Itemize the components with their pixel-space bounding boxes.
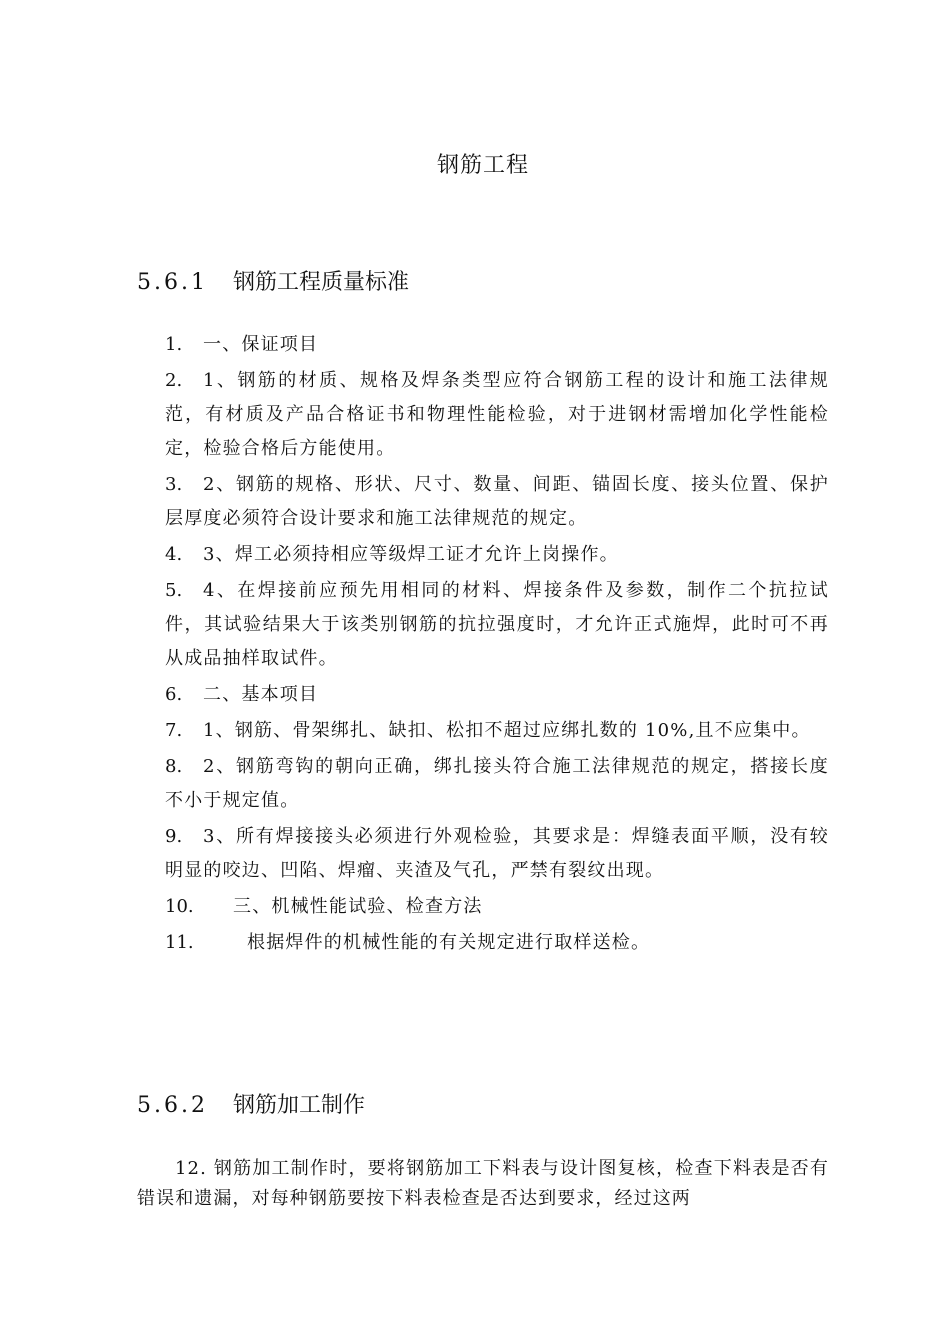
list-item (165, 574, 829, 676)
item-text: 4、在焊接前应预先用相同的材料、焊接条件及参数，制作二个抗拉试件，其试验结果大于该类别钢筋的抗拉强度时，才允许正式施焊，此时可不再从成品抽样取试件。 (165, 580, 829, 669)
list-item (165, 926, 829, 960)
section-heading-5-6-1 (137, 265, 409, 296)
section-title: 钢筋加工制作 (233, 1093, 366, 1118)
item-number: 9. (165, 826, 183, 847)
item-number: 2. (165, 370, 183, 391)
item-number: 4. (165, 544, 183, 565)
item-number: 5. (165, 580, 183, 601)
item-text: 3、所有焊接接头必须进行外观检验，其要求是：焊缝表面平顺，没有较明显的咬边、凹陷、焊瘤、夹渣及气孔，严禁有裂纹出现。 (165, 826, 829, 881)
body-paragraph: 12. 钢筋加工制作时，要将钢筋加工下料表与设计图复核，检查下料表是否有错误和遗漏，对每种钢筋要按下料表检查是否达到要求，经过这两 (137, 1158, 829, 1209)
section-title: 钢筋工程质量标准 (233, 270, 410, 295)
numbered-list (165, 328, 829, 962)
section-number: 5.6.2 (137, 1093, 208, 1118)
list-item (165, 328, 829, 362)
item-number: 6. (165, 684, 183, 705)
item-text: 根据焊件的机械性能的有关规定进行取样送检。 (247, 932, 651, 953)
item-text: 一、保证项目 (203, 334, 319, 355)
list-item (165, 468, 829, 536)
item-number: 8. (165, 756, 183, 777)
list-item (165, 364, 829, 466)
document-title: 钢筋工程 (436, 153, 529, 178)
item-text: 3、焊工必须持相应等级焊工证才允许上岗操作。 (203, 544, 619, 565)
item-text: 三、机械性能试验、检查方法 (233, 896, 483, 917)
section-number: 5.6.1 (137, 270, 208, 295)
list-item (165, 890, 829, 924)
item-text: 2、钢筋的规格、形状、尺寸、数量、间距、锚固长度、接头位置、保护层厚度必须符合设计要求和施工法律规范的规定。 (165, 474, 829, 529)
item-text: 二、基本项目 (203, 684, 319, 705)
list-item (165, 714, 829, 748)
item-number: 10. (165, 896, 194, 917)
list-item (165, 678, 829, 712)
list-item (165, 538, 829, 572)
item-text: 2、钢筋弯钩的朝向正确，绑扎接头符合施工法律规范的规定，搭接长度不小于规定值。 (165, 756, 829, 811)
item-number: 7. (165, 720, 183, 741)
list-item (165, 750, 829, 818)
item-number: 1. (165, 334, 183, 355)
item-number: 11. (165, 932, 194, 953)
list-item (165, 820, 829, 888)
section-heading-5-6-2 (137, 1088, 365, 1119)
item-number: 3. (165, 474, 183, 495)
item-text: 1、钢筋的材质、规格及焊条类型应符合钢筋工程的设计和施工法律规范，有材质及产品合格证书和物理性能检验，对于进钢材需增加化学性能检定，检验合格后方能使用。 (165, 370, 829, 459)
item-text: 1、钢筋、骨架绑扎、缺扣、松扣不超过应绑扎数的 10%,且不应集中。 (203, 720, 811, 741)
